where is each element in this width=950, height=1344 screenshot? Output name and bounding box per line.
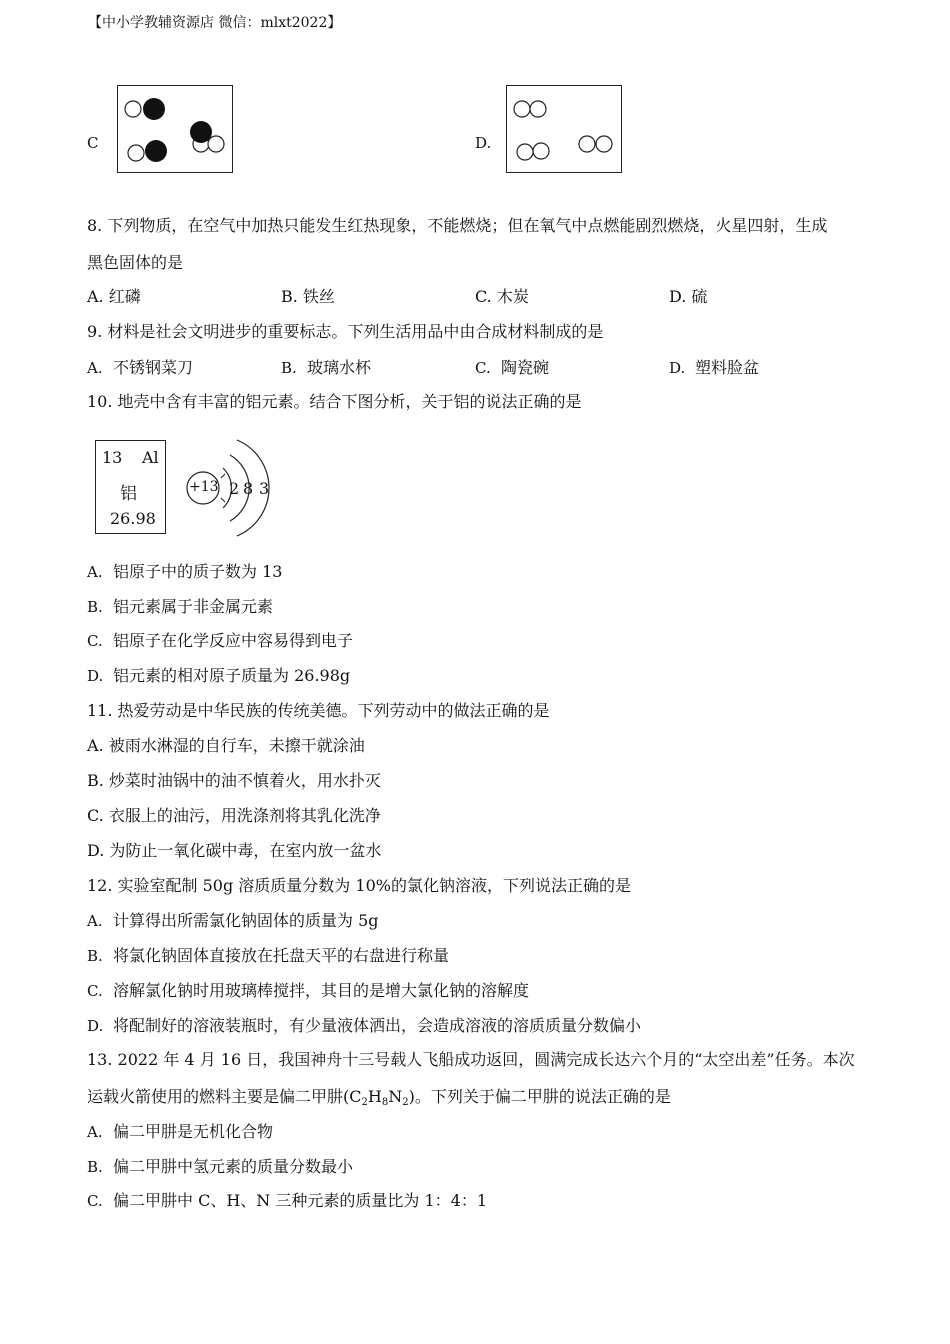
q8-stem-line2: 黑色固体的是 (87, 253, 184, 272)
q11-option-b: B. 炒菜时油锅中的油不慎着火，用水扑灭 (87, 771, 381, 790)
q13-option-b-text: 偏二甲肼中氢元素的质量分数最小 (113, 1157, 354, 1176)
q10-option-a-text: 铝原子中的质子数为 13 (113, 562, 283, 581)
option-c-label: C (87, 134, 99, 152)
molecule-c-icon (118, 86, 234, 174)
formula-sub-c: 2 (361, 1097, 368, 1108)
q9-option-b-letter: B. (281, 359, 297, 377)
molecule-diagram-d (506, 85, 622, 173)
atom-structure-diagram (185, 430, 275, 542)
q10-option-b-letter: B. (87, 598, 103, 616)
q12-stem: 12. 实验室配制 50g 溶质质量分数为 10%的氯化钠溶液，下列说法正确的是 (87, 876, 631, 895)
q10-option-d-letter: D. (87, 667, 104, 685)
element-atomic-mass: 26.98 (110, 509, 156, 528)
q10-stem: 10. 地壳中含有丰富的铝元素。结合下图分析，关于铝的说法正确的是 (87, 392, 582, 411)
q11-option-a: A. 被雨水淋湿的自行车，未擦干就涂油 (87, 736, 365, 755)
q9-option-c-letter: C. (475, 359, 491, 377)
element-name: 铝 (120, 484, 137, 504)
page-header: 【中小学教辅资源店 微信：mlxt2022】 (88, 15, 342, 31)
q9-option-a-letter: A. (87, 359, 103, 377)
q9-option-d-letter: D. (669, 359, 686, 377)
q12-option-c-text: 溶解氯化钠时用玻璃棒搅拌，其目的是增大氯化钠的溶解度 (113, 981, 530, 1000)
q12-option-b-text: 将氯化钠固体直接放在托盘天平的右盘进行称量 (113, 946, 450, 965)
formula-sub-n: 2 (402, 1097, 409, 1108)
q10-option-d-text: 铝元素的相对原子质量为 26.98g (113, 666, 351, 685)
q11-option-c: C. 衣服上的油污，用洗涤剂将其乳化洗净 (87, 806, 381, 825)
q9-option-c-text: 陶瓷碗 (501, 358, 550, 377)
q12-option-a-text: 计算得出所需氯化钠固体的质量为 5g (113, 911, 379, 930)
formula-h: H (367, 1087, 382, 1106)
q13-stem-line2 (87, 1087, 671, 1107)
q13-option-a-letter: A. (87, 1123, 103, 1141)
q8-option-d: D. 硫 (669, 287, 708, 306)
q10-option-c-letter: C. (87, 632, 103, 650)
q13-option-a-text: 偏二甲肼是无机化合物 (113, 1122, 274, 1141)
atom-nucleus-charge: +13 (189, 479, 219, 495)
atom-shell-3: 3 (259, 479, 270, 498)
q10-option-a-letter: A. (87, 563, 103, 581)
q11-option-d: D. 为防止一氧化碳中毒，在室内放一盆水 (87, 841, 382, 860)
q10-option-b-text: 铝元素属于非金属元素 (113, 597, 274, 616)
q13-option-c-text: 偏二甲肼中 C、H、N 三种元素的质量比为 1：4：1 (113, 1191, 487, 1210)
element-atomic-number: 13 (102, 448, 123, 467)
q13-option-b-letter: B. (87, 1158, 103, 1176)
q9-option-a-text: 不锈钢菜刀 (113, 358, 194, 377)
formula-n: N (388, 1087, 403, 1106)
molecule-diagram-c (117, 85, 233, 173)
q13-stem-line2-pre: 运载火箭使用的燃料主要是偏二甲肼(C (87, 1087, 362, 1106)
q12-option-d-text: 将配制好的溶液装瓶时，有少量液体洒出，会造成溶液的溶质质量分数偏小 (113, 1016, 642, 1035)
q8-stem-line1: 8. 下列物质，在空气中加热只能发生红热现象，不能燃烧；但在氧气中点燃能剧烈燃烧，火星四射，生成 (87, 216, 828, 235)
option-d-label: D. (475, 134, 492, 152)
q12-option-d-letter: D. (87, 1017, 104, 1035)
element-symbol: Al (142, 448, 159, 467)
q8-option-b: B. 铁丝 (281, 287, 335, 306)
q12-option-c-letter: C. (87, 982, 103, 1000)
q13-stem-line1: 13. 2022 年 4 月 16 日，我国神舟十三号载人飞船成功返回，圆满完成长达六个月的“太空出差”任务。本次 (87, 1050, 855, 1069)
q10-option-c-text: 铝原子在化学反应中容易得到电子 (113, 631, 354, 650)
q9-option-d-text: 塑料脸盆 (695, 358, 760, 377)
q9-option-b-text: 玻璃水杯 (307, 358, 372, 377)
q12-option-a-letter: A. (87, 912, 103, 930)
molecule-d-icon (507, 86, 623, 174)
q9-stem: 9. 材料是社会文明进步的重要标志。下列生活用品中由合成材料制成的是 (87, 322, 604, 341)
q8-option-a: A. 红磷 (87, 287, 141, 306)
q13-option-c-letter: C. (87, 1192, 103, 1210)
q12-option-b-letter: B. (87, 947, 103, 965)
q11-stem: 11. 热爱劳动是中华民族的传统美德。下列劳动中的做法正确的是 (87, 701, 550, 720)
q13-stem-line2-post: )。下列关于偏二甲肼的说法正确的是 (408, 1087, 671, 1106)
atom-shell-2: 8 (243, 479, 254, 498)
formula-sub-h: 8 (381, 1097, 389, 1108)
atom-shell-1: 2 (229, 479, 240, 498)
element-card-aluminum (95, 440, 166, 534)
q8-option-c: C. 木炭 (475, 287, 529, 306)
